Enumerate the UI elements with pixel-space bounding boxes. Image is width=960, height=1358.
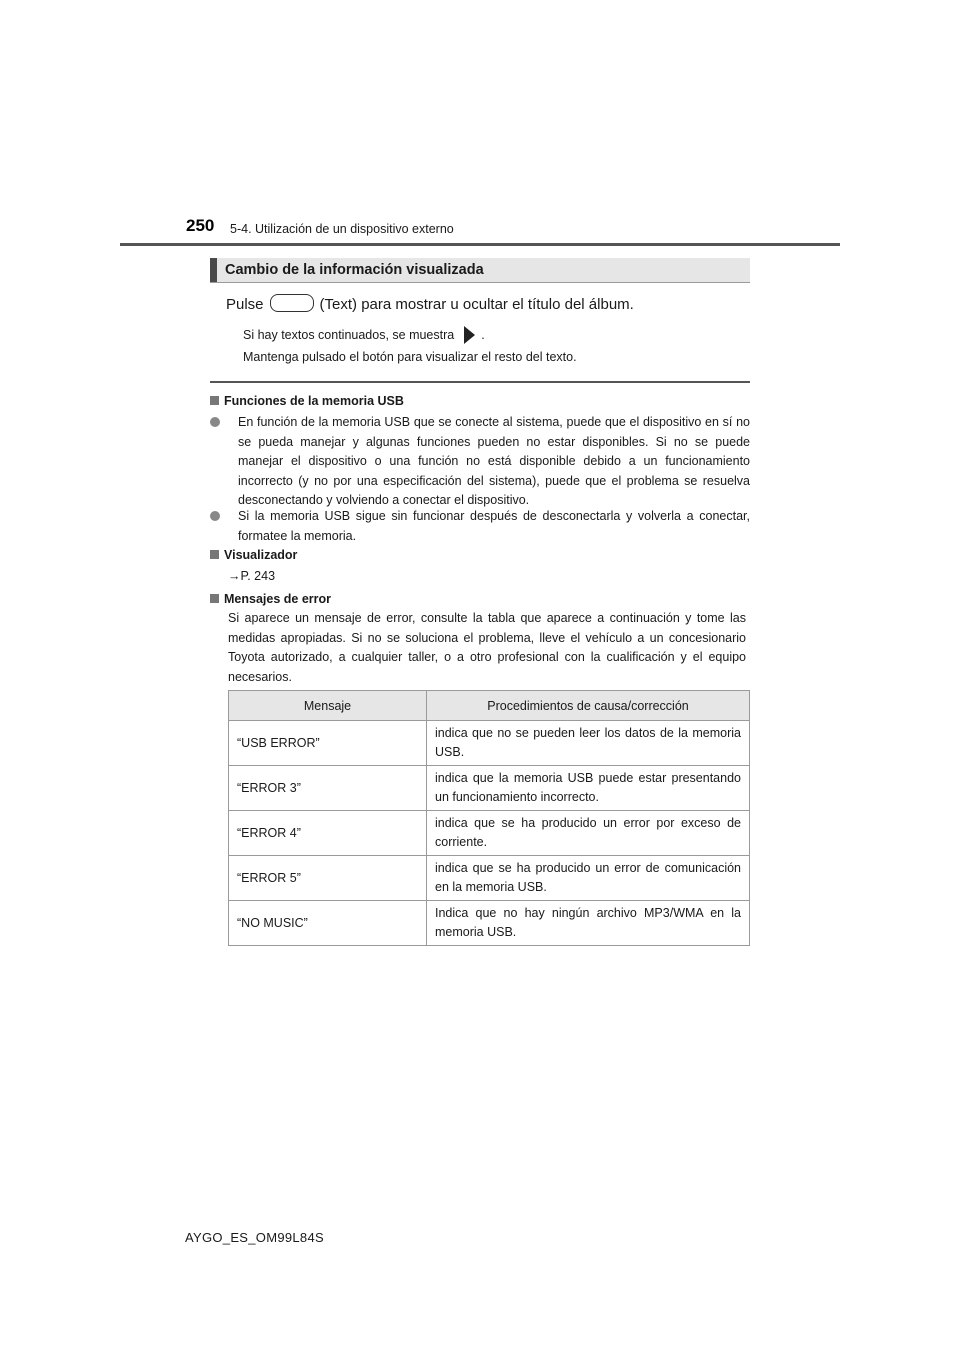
error-description: indica que la memoria USB puede estar presentando un funcionamiento incorrecto. bbox=[427, 766, 750, 811]
table-row bbox=[229, 811, 750, 856]
square-bullet-icon bbox=[210, 550, 219, 559]
table-header-row bbox=[229, 691, 750, 721]
error-table bbox=[228, 690, 750, 946]
section-title-bar bbox=[210, 258, 750, 283]
errors-heading: Mensajes de error bbox=[210, 590, 750, 610]
error-code: “NO MUSIC” bbox=[229, 901, 427, 946]
usb-functions-heading: Funciones de la memoria USB bbox=[210, 392, 750, 412]
header-rule bbox=[120, 243, 840, 246]
bullet-dot-icon bbox=[210, 417, 220, 427]
table-row bbox=[229, 856, 750, 901]
note-line1: Si hay textos continuados, se muestra bbox=[243, 328, 455, 342]
divider bbox=[210, 381, 750, 383]
note-line1-end: . bbox=[481, 328, 485, 342]
section-header: 5-4. Utilización de un dispositivo externo bbox=[230, 222, 454, 236]
section-accent bbox=[210, 258, 217, 282]
note-hold-button: Mantenga pulsado el botón para visualizar el resto del texto. bbox=[243, 350, 577, 364]
list-item: Si la memoria USB sigue sin funcionar después de desconectarla y volverla a conectar, formatee la memoria. bbox=[210, 507, 750, 546]
table-row bbox=[229, 721, 750, 766]
instruction-post: (Text) para mostrar u ocultar el título del álbum. bbox=[319, 296, 634, 313]
error-code: “ERROR 4” bbox=[229, 811, 427, 856]
page-number: 250 bbox=[186, 216, 215, 235]
instruction-pre: Pulse bbox=[226, 296, 264, 313]
header-procedure: Procedimientos de causa/corrección bbox=[427, 691, 750, 721]
page-reference-link[interactable]: →P. 243 bbox=[228, 569, 276, 583]
table-row bbox=[229, 901, 750, 946]
error-description: indica que se ha producido un error por exceso de corriente. bbox=[427, 811, 750, 856]
error-code: “ERROR 5” bbox=[229, 856, 427, 901]
list-item: En función de la memoria USB que se conecte al sistema, puede que el dispositivo en sí no se pueda manejar y algunas funciones pueden no estar disponibles. Si no se puede manejar el dispositivo o una función no está disponible debido a un funcionamiento incorrecto (y no por una especificación del sistema), puede que el problema se resuelva desconectando y volviendo a conectar el dispositivo. bbox=[210, 413, 750, 511]
error-description: indica que se ha producido un error de comunicación en la memoria USB. bbox=[427, 856, 750, 901]
table-row bbox=[229, 766, 750, 811]
bullet-dot-icon bbox=[210, 511, 220, 521]
error-description: indica que no se pueden leer los datos de la memoria USB. bbox=[427, 721, 750, 766]
square-bullet-icon bbox=[210, 396, 219, 405]
document-code: AYGO_ES_OM99L84S bbox=[185, 1230, 324, 1245]
note-continued-text bbox=[243, 326, 485, 344]
header-message: Mensaje bbox=[229, 691, 427, 721]
error-code: “USB ERROR” bbox=[229, 721, 427, 766]
display-heading: Visualizador bbox=[210, 546, 750, 566]
error-description: Indica que no hay ningún archivo MP3/WMA en la memoria USB. bbox=[427, 901, 750, 946]
error-code: “ERROR 3” bbox=[229, 766, 427, 811]
text-button-icon bbox=[270, 294, 314, 312]
section-title: Cambio de la información visualizada bbox=[225, 262, 484, 278]
square-bullet-icon bbox=[210, 594, 219, 603]
instruction-line bbox=[226, 294, 766, 313]
errors-paragraph: Si aparece un mensaje de error, consulte la tabla que aparece a continuación y tome las medidas apropiadas. Si no se soluciona el problema, lleve el vehículo a un concesionario Toyota autorizado, a cualquier taller, o a otro profesional con la cualificación y el equipo necesarios. bbox=[228, 611, 746, 684]
play-arrow-icon bbox=[464, 326, 475, 344]
